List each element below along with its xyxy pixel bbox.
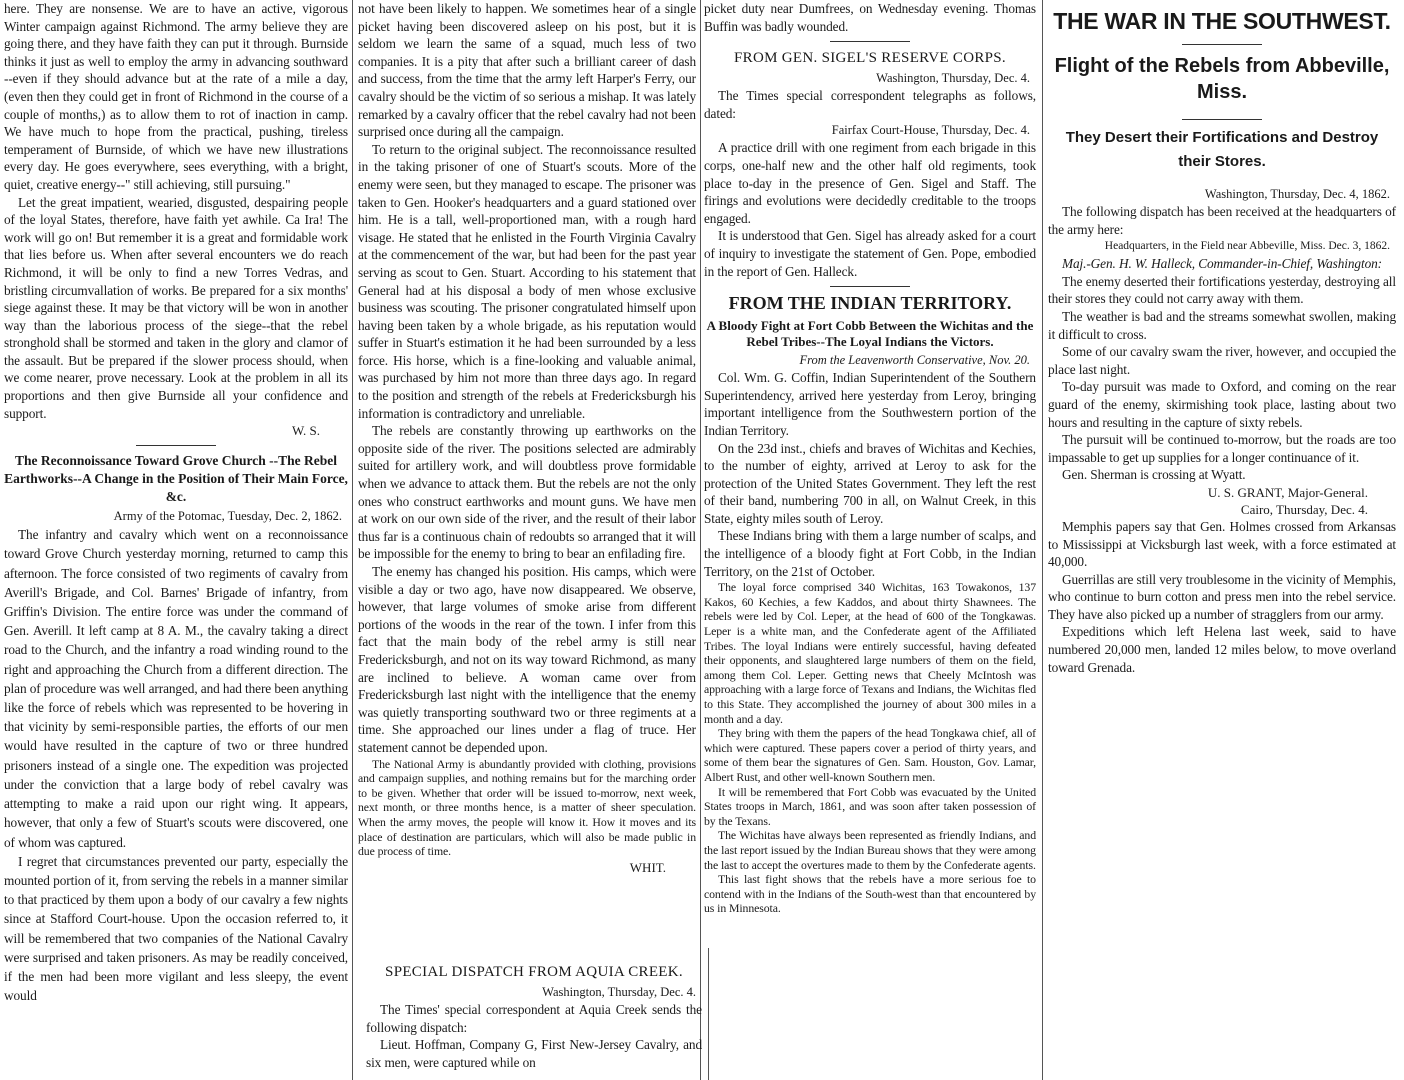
dateline: Army of the Potomac, Tuesday, Dec. 2, 1862. xyxy=(113,509,342,524)
article-paragraph: The loyal force comprised 340 Wichitas, 163 Towakonos, 137 Kakos, 60 Kechies, a few Kaddos, and about thirty Shawnees. The rebels were led by Col. Leper, at the head of 600 of the Tongkawas. Leper is a white man, and the Confederate agent of the Affiliated Tribes. The loyal Indians were entirely successful, having defeated their opponents, and slaughtered large numbers of them on the field, among them Col. Leper. Getting news that Cheely McIntosh was approaching with a large force of Texans and Indians, the Wichitas fled to this State. They accomplished the journey of about 300 miles in a month and a day. xyxy=(704,580,1036,726)
column-3 xyxy=(700,0,1040,948)
article-paragraph: The weather is bad and the streams somewhat swollen, making it difficult to cross. xyxy=(1048,308,1396,342)
article-paragraph: The infantry and cavalry which went on a reconnoissance toward Grove Church yesterday morning, returned to camp this afternoon. The force consisted of two regiments of cavalry from Averill's Brigade, and Col. Barnes' Brigade of infantry, from Griffin's Division. The entire force was under the command of Gen. Averill. It left camp at 8 A. M., the cavalry taking a direct road to the Church, and the infantry a road winding round to the right and approaching the Church from a different direction. The plan of procedure was well arranged, and had there been anything like the force of rebels which was represented to be hovering in that vicinity by semi-responsible parties, the efforts of our men would have resulted in the capture of two or three hundred prisoners instead of a single one. The expedition was projected under the conviction that a large body of rebel cavalry was attempting to make a raid upon our right wing. It appears, however, that only a few of Stuart's scouts were discovered, one of whom was captured. xyxy=(4,527,348,850)
headline-deck: They Desert their Fortifications and Destroy their Stores. xyxy=(1065,129,1379,170)
separator xyxy=(136,445,216,446)
article-paragraph: The Times' special correspondent at Aquia Creek sends the following dispatch: xyxy=(366,1002,702,1035)
article-paragraph: On the 23d inst., chiefs and braves of Wichitas and Kechies, to the number of eighty, arrived at Leroy to ask for the protection of the United States Government. They left the rest of their band, numbering 700 in all, on Walnut Creek, in this State, eighty miles south of Leroy. xyxy=(704,440,1036,526)
headline-deck: Flight of the Rebels from Abbeville, Miss. xyxy=(1054,55,1390,103)
column-rule xyxy=(352,0,353,1080)
section-headline: FROM THE INDIAN TERRITORY. xyxy=(728,293,1012,314)
article-paragraph: To-day pursuit was made to Oxford, and coming on the rear guard of the enemy, skirmishing took place, lasting about two hours and resulting in the capture of sixty rebels. xyxy=(1048,379,1396,430)
article-paragraph: I regret that circumstances prevented our party, especially the mounted portion of it, from serving the rebels in a manner similar to that practiced by them upon a body of our cavalry a few nights since at Stafford Court-house. Upon the occasion referred to, it will be remembered that two companies of the National Cavalry were surprised and taken prisoners. As may be readily conceived, if the men had been more vigilant and less sleepy, the event would xyxy=(4,853,348,1004)
article-paragraph: Lieut. Hoffman, Company G, First New-Jersey Cavalry, and six men, were captured while on xyxy=(366,1037,702,1070)
signature: W. S. xyxy=(291,423,320,439)
separator xyxy=(1182,119,1262,120)
article-subhead: A Bloody Fight at Fort Cobb Between the Wichitas and the Rebel Tribes--The Loyal Indians the Victors. xyxy=(706,318,1034,350)
column-1 xyxy=(0,0,352,1080)
article-paragraph: They bring with them the papers of the head Tongkawa chief, all of which were captured. These papers cover a period of thirty years, and some of them bear the signatures of Gen. Sam. Houston, Gov. Lamar, Albert Rust, and other well-known Southern men. xyxy=(704,726,1036,784)
article-paragraph: The rebels are constantly throwing up earthworks on the opposite side of the river. The positions selected are admirably suited for artillery work, and will doubtless prove formidable when we advance to attack them. But the rebels are not the only ones who construct earthworks and mount guns. We have men at work on our own side of the river, and the result of their labor thus far is a continuous chain of redoubts so arranged that it will be impossible for the enemy to bring to bear an enfilading fire. xyxy=(358,423,696,562)
separator xyxy=(1182,44,1262,45)
article-paragraph: It will be remembered that Fort Cobb was evacuated by the United States troops in March, 1861, and was soon after taken possession of by the Texans. xyxy=(704,784,1036,828)
signature: U. S. GRANT, Major-General. xyxy=(1207,484,1368,500)
source-line: From the Leavenworth Conservative, Nov. 20. xyxy=(799,353,1030,368)
section-headline: FROM GEN. SIGEL'S RESERVE CORPS. xyxy=(734,50,1006,67)
article-paragraph: To return to the original subject. The reconnoissance resulted in the taking prisoner of one of Stuart's scouts. More of the enemy were seen, but they managed to escape. The prisoner was taken to Gen. Hooker's headquarters and a guard stationed over him. He is a tall, well-proportioned man, with a rough hard visage. He stated that he enlisted in the Fourth Virginia Cavalry at the commencement of the war, but had been for the past year serving as scout to Gen. Stuart. According to his statement that General had at his disposal a body of men whose exclusive business was scouting. The prisoner congratulated himself upon having been taken by a whole brigade, as his reputation would suffer in Stuart's estimation it he had been surrounded by a less force. His horse, which is a fine-looking and valuable animal, was purchased by him not more than three days ago. In regard to the position and strength of the rebels at Fredericksburgh his information is contradictory and unreliable. xyxy=(358,141,696,421)
article-paragraph: Guerrillas are still very troublesome in the vicinity of Memphis, who continue to burn cotton and press men into the rebel service. They have also picked up a number of stragglers from our army. xyxy=(1048,571,1396,622)
column-2-continued xyxy=(362,958,706,1080)
column-2 xyxy=(354,0,700,958)
separator xyxy=(830,286,910,287)
column-4 xyxy=(1044,0,1400,830)
article-paragraph: The enemy deserted their fortifications yesterday, destroying all their stores they could not carry away with them. xyxy=(1048,273,1396,307)
headquarters-line: Headquarters, in the Field near Abbeville, Miss. Dec. 3, 1862. xyxy=(1104,240,1390,253)
column-rule xyxy=(708,948,709,1080)
dateline: Washington, Thursday, Dec. 4, 1862. xyxy=(1204,187,1390,201)
article-paragraph: Col. Wm. G. Coffin, Indian Superintendent of the Southern Superintendency, arrived here yesterday from Leroy, bringing important intelligence from the Southwestern portion of the Indian Territory. xyxy=(704,370,1036,438)
article-paragraph: The following dispatch has been received at the headquarters of the army here: xyxy=(1048,204,1396,237)
main-headline: THE WAR IN THE SOUTHWEST. xyxy=(1053,8,1391,34)
article-paragraph: here. They are nonsense. We are to have an active, vigorous Winter campaign against Richmond. The army believe they are going there, and they have faith they can put it through. Burnside thinks it just as well to employ the army in advancing southward --even if they should advance but at the rate of a mile a day, (even then they could get in front of Richmond in the course of a couple of months,) as to allow them to rot of inaction in camp. We have much to hope from the practical, pushing, tireless temperament of Burnside, of which we have new illustrations every day. He goes everywhere, sees everything, with a bright, quiet, creative energy--" still achieving, still pursuing." xyxy=(4,1,348,192)
article-paragraph: Memphis papers say that Gen. Holmes crossed from Arkansas to Mississippi at Vicksburgh last week, with a force estimated at 40,000. xyxy=(1048,518,1396,570)
article-paragraph: A practice drill with one regiment from each brigade in this corps, one-half new and the other half old regiments, took place to-day in the presence of Gen. Sigel and Staff. The firings and evolutions were decidedly creditable to the troops engaged. xyxy=(704,140,1036,226)
article-paragraph: Let the great impatient, wearied, disgusted, despairing people of the loyal States, therefore, have faith yet awhile. Ca Ira! The work will go on! But remember it is a great and formidable work that lies before us. When after several encounters we do reach Richmond, it will be only to find a new Torres Vedras, and bristling circumvallation of works. Be prepared for a six months' siege against these. It may be that victory will be won in another way than the laborious process of the siege--that the rebel stronghold shall be stormed and taken in the glory and clamor of the assault. But be prepared if the slower process should, when we come nearer, prove necessary. Look at the problem in all its proportions and then give Burnside all your confidence and support. xyxy=(4,194,348,421)
separator xyxy=(830,41,910,42)
dateline: Washington, Thursday, Dec. 4. xyxy=(542,985,696,999)
article-paragraph: Some of our cavalry swam the river, however, and occupied the place last night. xyxy=(1048,344,1396,377)
address-line: Maj.-Gen. H. W. Halleck, Commander-in-Chief, Washington: xyxy=(1062,256,1382,272)
section-headline: SPECIAL DISPATCH FROM AQUIA CREEK. xyxy=(385,964,683,980)
article-paragraph: It is understood that Gen. Sigel has already asked for a court of inquiry to investigate the statement of Gen. Pope, embodied in the report of Gen. Halleck. xyxy=(704,228,1036,279)
article-paragraph: This last fight shows that the rebels have a more serious foe to contend with in the Indians of the South-west than that encountered by us in Minnesota. xyxy=(704,872,1036,916)
article-paragraph: not have been likely to happen. We sometimes hear of a single picket having been discovered asleep on his post, but it is seldom we learn the same of a squad, much less of two companies. It is a pity that after such a brilliant career of dash and success, from the time that the army left Harper's Ferry, our cavalry should be the victim of so serious a mishap. It was lately remarked by a cavalry officer that the rebel cavalry had not been surprised once during all the campaign. xyxy=(358,1,696,140)
column-rule xyxy=(1042,0,1043,1080)
signature: WHIT. xyxy=(629,859,666,875)
article-paragraph: picket duty near Dumfrees, on Wednesday evening. Thomas Buffin was badly wounded. xyxy=(704,1,1036,34)
article-paragraph: Expeditions which left Helena last week, said to have numbered 20,000 men, landed 12 miles below, to move overland toward Grenada. xyxy=(1048,624,1396,675)
article-headline: The Reconnoissance Toward Grove Church --The Rebel Earthworks--A Change in the Position of Their Main Force, &c. xyxy=(4,453,348,505)
dateline: Washington, Thursday, Dec. 4. xyxy=(876,71,1030,86)
article-paragraph: The Times special correspondent telegraphs as follows, dated: xyxy=(704,88,1036,121)
article-paragraph: The enemy has changed his position. His camps, which were visible a day or two ago, have now disappeared. We observe, however, that large volumes of smoke arise from different portions of the woods in the rear of the town. I infer from this fact that the main body of the rebel army is still near Fredericksburgh, and not on its way toward Richmond, as many are inclined to believe. A woman came over from Fredericksburgh last night with the intelligence that the enemy was quietly transporting southward two or three regiments at a time. She approached our lines under a flag of truce. Her statement cannot be depended upon. xyxy=(358,564,696,755)
dateline: Cairo, Thursday, Dec. 4. xyxy=(1240,501,1368,517)
article-paragraph: The Wichitas have always been represented as friendly Indians, and the last report issued by the Indian Bureau shows that they were among the last to accept the overtures made to them by the Confederate agents. xyxy=(704,828,1036,872)
dateline: Fairfax Court-House, Thursday, Dec. 4. xyxy=(831,123,1030,138)
article-paragraph: These Indians bring with them a large number of scalps, and the intelligence of a bloody fight at Fort Cobb, in the Indian Territory, on the 21st of October. xyxy=(704,528,1036,579)
article-paragraph: The pursuit will be continued to-morrow, but the roads are too impassable to get up supplies for a longer continuance of it. xyxy=(1048,432,1396,465)
article-paragraph: The National Army is abundantly provided with clothing, provisions and campaign supplies, and nothing remains but for the marching order to be given. Whether that order will be issued to-morrow, next week, next month, or three months hence, is a matter of sheer speculation. When the army moves, the people will know it. How it moves and its place of destination are particulars, which will also be made public in due process of time. xyxy=(358,756,696,859)
article-paragraph: Gen. Sherman is crossing at Wyatt. xyxy=(1062,467,1246,483)
